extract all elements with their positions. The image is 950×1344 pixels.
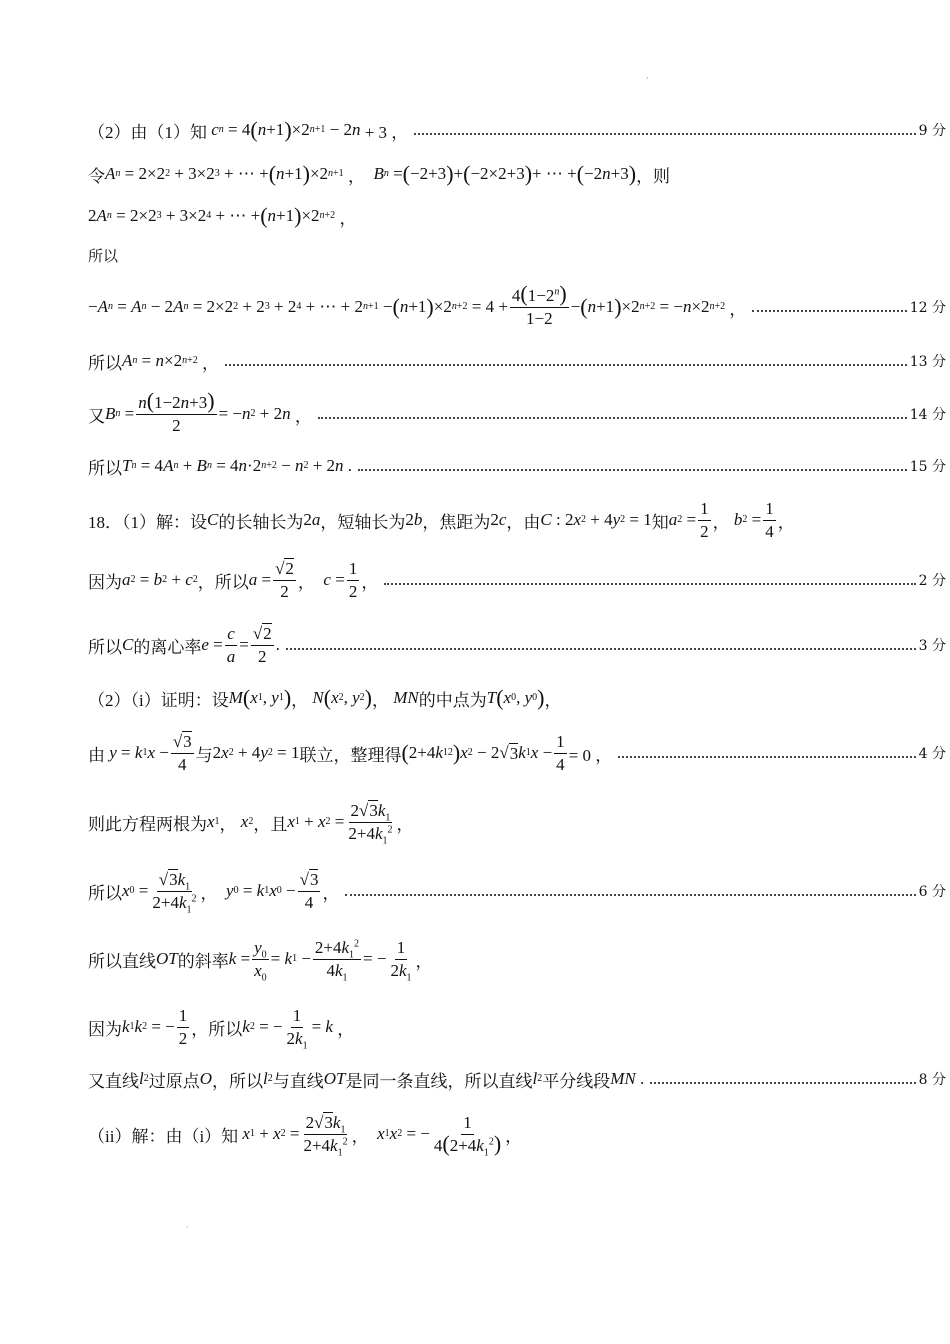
label-you: 又 bbox=[88, 406, 105, 426]
label-suoyi: 所以 bbox=[229, 1071, 264, 1091]
label-yu-zhixian: 与直线 bbox=[272, 1071, 324, 1091]
score-label: 12 分 bbox=[909, 300, 946, 316]
label-intro: （2）由（1）知 bbox=[88, 122, 207, 142]
label-yu: 与 bbox=[195, 745, 213, 765]
label-tongyitiao: 是同一条直线，所以直线 bbox=[345, 1071, 533, 1091]
leader-dots bbox=[650, 1082, 915, 1084]
label-q18-b: ，短轴长为 bbox=[320, 512, 406, 532]
line-2ii: （ii）解：由（i）知 x 1 + x 2 = $\frac{2√3k_1}{2+4k_1^2}$ ， x 1 x 2 = − $\frac{1}{4(2+4k_1^2)}$ ， bbox=[88, 1112, 523, 1158]
line-slope: 所以直线 OT 的斜率 k = $\frac{y_0}{x_0}$ = k 1 − $\frac{2+4k_1^2}{4k_1}$ = − $\frac{1}{2k_1}$ ， bbox=[88, 937, 433, 983]
label-q18: 18．（1）解：设 bbox=[88, 512, 207, 532]
label-q18-c: ，焦距为 bbox=[422, 512, 491, 532]
label-yinwei: 因为 bbox=[88, 572, 122, 592]
leader-dots bbox=[286, 648, 916, 650]
line-roots: 则此方程两根为 x 1 ， x 2 ，且 x 1 + x 2 = $\frac{2√3k_1}{2+4k_1^2}$ ， bbox=[88, 800, 414, 846]
line-2an: 2 A n = 2×2 3 + 3×2 4 + ⋯ + ( n +1 ) ×2 n+2 ， bbox=[88, 203, 357, 228]
label-q18-a: 的长轴长为 bbox=[218, 512, 304, 532]
leader-dots bbox=[225, 364, 907, 366]
label-zhixian: 所以直线 bbox=[88, 951, 156, 971]
label-q18-d: ，由 bbox=[506, 512, 541, 532]
line-2i: （2）（i）证明：设 M ( x 1 , y 1 ) ， N ( x 2 , y 2 ) ， MN 的中点为 T ( x 0 , y 0 ) ， bbox=[88, 685, 562, 710]
label-suoyi: 所以 bbox=[88, 246, 119, 265]
score-label: 14 分 bbox=[909, 407, 946, 423]
line-suoyi bbox=[88, 243, 946, 267]
leader-dots bbox=[618, 756, 915, 758]
line-an-bn: 令 A n = 2×2 2 + 3×2 3 + ⋯ + ( n +1 ) ×2 n+1 ， B n = ( −2+3 ) + ( −2×2+3 ) + ⋯ + ( −2 n +3 ) ，则 bbox=[88, 161, 671, 186]
label-ze: ，则 bbox=[636, 166, 671, 186]
label-suoyi: 所以 bbox=[88, 883, 122, 903]
label-you2: 由 bbox=[88, 745, 105, 765]
label-xielv: 的斜率 bbox=[177, 951, 229, 971]
line-a-c: 因为 a 2 = b 2 + c 2 ， 所以 a = $\frac{√2}{2}$ ， c = $\frac{1}{2}$ ， 2 分 bbox=[88, 558, 946, 601]
score-label: 2 分 bbox=[918, 573, 946, 589]
label-lixinlv: 的离心率 bbox=[133, 637, 202, 657]
label-zhongdian: 的中点为 bbox=[418, 690, 487, 710]
label-pingfen: 平分线段 bbox=[542, 1071, 611, 1091]
label-ling: 令 bbox=[88, 166, 105, 186]
label-suoyi: 所以 bbox=[208, 1019, 243, 1039]
label-suoyi: 所以 bbox=[88, 353, 122, 373]
label-youzhixian: 又直线 bbox=[88, 1071, 139, 1091]
line-cn: （2）由（1）知 c n = 4 ( n +1 ) ×2 n+1 − 2 n + 3 ， 9 分 bbox=[88, 117, 946, 142]
stray-dot: · bbox=[186, 1223, 189, 1232]
label-p2i: （2）（i）证明：设 bbox=[88, 690, 229, 710]
score-label: 15 分 bbox=[909, 459, 946, 475]
line-minus-an: − A n = A n − 2 A n = 2×2 2 + 2 3 + 2 4 + ⋯ + 2 n+1 − ( n +1 ) ×2 n+2 = 4 + $\frac{4(1-2^n)}{1-2}$ − ( n +1 ) ×2 n+2 = − n ×2 n+2 ， 12 分 bbox=[88, 280, 946, 328]
leader-dots bbox=[358, 469, 907, 471]
line-eccentricity: 所以 C 的离心率 e = $\frac{c}{a}$ = $\frac{√2}{2}$ . 3 分 bbox=[88, 623, 946, 666]
line-bn: 又 B n = $\frac{n(1-2n+3)}{2}$ = − n 2 + 2 n ， 14 分 bbox=[88, 387, 946, 435]
line-tn: 所以 T n = 4 A n + B n = 4 n ·2 n+2 − n 2 + 2 n . 15 分 bbox=[88, 453, 946, 479]
score-label: 6 分 bbox=[918, 884, 946, 900]
label-suoyi: 所以 bbox=[88, 458, 122, 478]
line-bisect: 又直线 l 2 过原点 O ， 所以 l 2 与直线 OT 是同一条直线，所以直线 l 2 平分线段 MN . 8 分 bbox=[88, 1066, 946, 1092]
leader-dots bbox=[414, 133, 915, 135]
label-yinwei: 因为 bbox=[88, 1019, 122, 1039]
label-guo: 过原点 bbox=[148, 1071, 200, 1091]
score-label: 8 分 bbox=[918, 1072, 946, 1088]
stray-dot: · bbox=[646, 74, 649, 83]
leader-dots bbox=[752, 310, 906, 312]
label-genwei: 则此方程两根为 bbox=[88, 814, 207, 834]
label-qie: ，且 bbox=[253, 814, 288, 834]
score-label: 3 分 bbox=[918, 638, 946, 654]
leader-dots bbox=[345, 894, 915, 896]
label-suoyi: 所以 bbox=[214, 572, 249, 592]
label-suoyi: 所以 bbox=[88, 637, 122, 657]
line-q18: 18．（1）解：设 C 的长轴长为 2 a ，短轴长为 2 b ，焦距为 2 c ，由 C : 2 x 2 + 4 y 2 = 1 知 a 2 = $\frac{1}{2}$ ， b 2 = $\frac{1}{4}$ ， bbox=[88, 498, 795, 541]
score-label: 9 分 bbox=[918, 123, 946, 139]
label-p2ii: （ii）解：由（i）知 bbox=[88, 1126, 239, 1146]
leader-dots bbox=[318, 417, 907, 419]
line-lianli: 由 y = k 1 x − $\frac{√3}{4}$ 与 2 x 2 + 4 y 2 = 1 联立，整理得 ( 2+4 k 1 2 ) x 2 − 2√ 3 k 1 x − $\frac{1}{4}$ = 0 ， 4 分 bbox=[88, 731, 946, 774]
line-an-result: 所以 A n = n ×2 n+2 ， 13 分 bbox=[88, 348, 946, 374]
label-lianli: 联立，整理得 bbox=[299, 745, 402, 765]
score-label: 4 分 bbox=[918, 746, 946, 762]
line-x0-y0: 所以 x 0 = $\frac{√3k_1}{2+4k_1^2}$ ， y 0 = k 1 x 0 − $\frac{√3}{4}$ ， 6 分 bbox=[88, 869, 946, 915]
label-zhi: 知 bbox=[651, 512, 669, 532]
line-k1k2: 因为 k 1 k 2 = − $\frac{1}{2}$ ， 所以 k 2 = − $\frac{1}{2k_1}$ = k ， bbox=[88, 1005, 355, 1051]
leader-dots bbox=[384, 583, 915, 585]
score-label: 13 分 bbox=[909, 354, 946, 370]
